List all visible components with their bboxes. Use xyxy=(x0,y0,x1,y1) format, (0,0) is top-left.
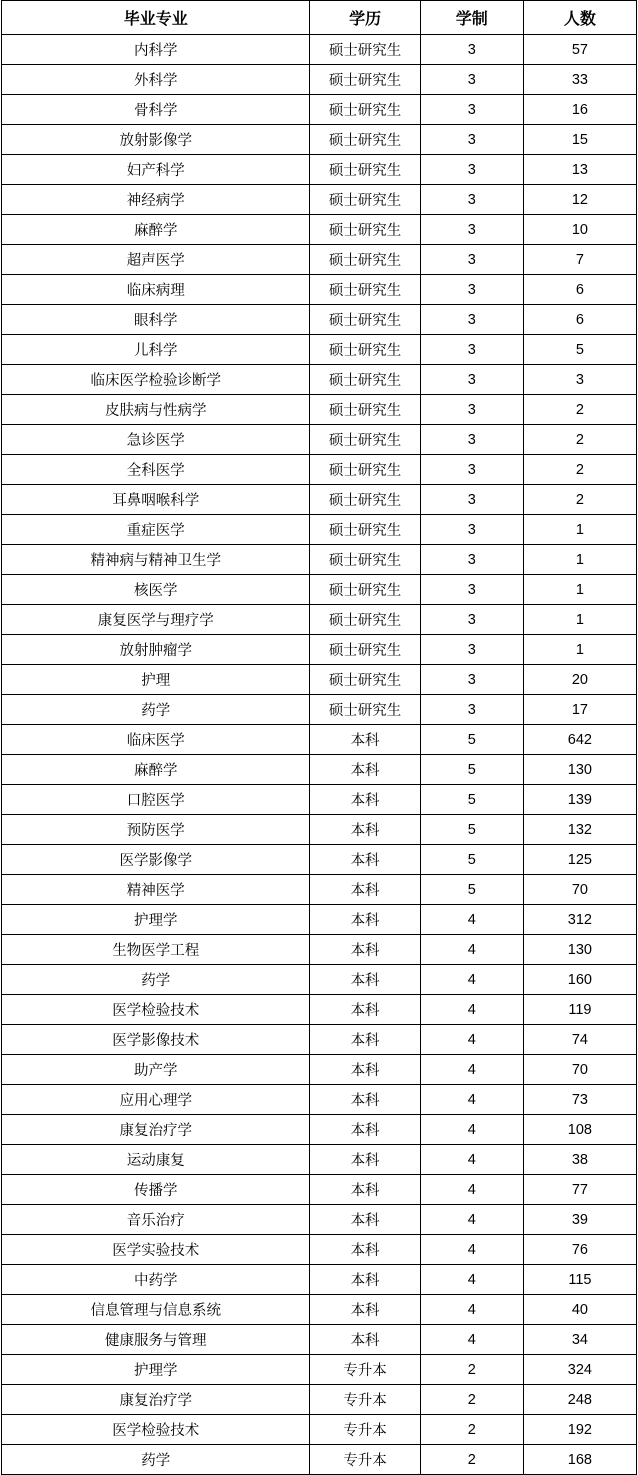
cell-count: 6 xyxy=(523,275,636,305)
cell-duration: 3 xyxy=(420,635,523,665)
table-row xyxy=(2,1295,637,1325)
cell-degree: 硕士研究生 xyxy=(310,275,420,305)
cell-degree: 本科 xyxy=(310,1145,420,1175)
cell-degree: 本科 xyxy=(310,1175,420,1205)
cell-major: 外科学 xyxy=(2,65,310,95)
cell-major: 医学检验技术 xyxy=(2,1415,310,1445)
cell-count: 2 xyxy=(523,425,636,455)
cell-count: 2 xyxy=(523,395,636,425)
cell-duration: 3 xyxy=(420,275,523,305)
cell-duration: 3 xyxy=(420,95,523,125)
cell-duration: 4 xyxy=(420,1115,523,1145)
cell-degree: 硕士研究生 xyxy=(310,95,420,125)
cell-count: 130 xyxy=(523,755,636,785)
cell-duration: 3 xyxy=(420,455,523,485)
cell-degree: 本科 xyxy=(310,905,420,935)
cell-count: 73 xyxy=(523,1085,636,1115)
cell-degree: 硕士研究生 xyxy=(310,215,420,245)
table-row xyxy=(2,515,637,545)
column-header-major: 毕业专业 xyxy=(2,1,310,35)
cell-major: 临床医学检验诊断学 xyxy=(2,365,310,395)
cell-major: 核医学 xyxy=(2,575,310,605)
column-header-degree: 学历 xyxy=(310,1,420,35)
cell-duration: 4 xyxy=(420,935,523,965)
cell-major: 音乐治疗 xyxy=(2,1205,310,1235)
cell-degree: 硕士研究生 xyxy=(310,455,420,485)
cell-count: 57 xyxy=(523,35,636,65)
cell-degree: 本科 xyxy=(310,785,420,815)
cell-degree: 本科 xyxy=(310,1055,420,1085)
cell-count: 119 xyxy=(523,995,636,1025)
cell-duration: 3 xyxy=(420,185,523,215)
cell-major: 内科学 xyxy=(2,35,310,65)
table-row xyxy=(2,185,637,215)
cell-duration: 4 xyxy=(420,1235,523,1265)
cell-major: 护理 xyxy=(2,665,310,695)
cell-duration: 5 xyxy=(420,785,523,815)
cell-count: 248 xyxy=(523,1385,636,1415)
cell-degree: 硕士研究生 xyxy=(310,575,420,605)
cell-major: 神经病学 xyxy=(2,185,310,215)
cell-degree: 硕士研究生 xyxy=(310,515,420,545)
table-row xyxy=(2,35,637,65)
cell-count: 2 xyxy=(523,485,636,515)
table-row xyxy=(2,305,637,335)
cell-count: 1 xyxy=(523,605,636,635)
table-row xyxy=(2,1085,637,1115)
table-row xyxy=(2,395,637,425)
cell-duration: 3 xyxy=(420,335,523,365)
cell-major: 医学实验技术 xyxy=(2,1235,310,1265)
cell-major: 医学检验技术 xyxy=(2,995,310,1025)
table-row xyxy=(2,1115,637,1145)
cell-degree: 硕士研究生 xyxy=(310,125,420,155)
cell-major: 耳鼻咽喉科学 xyxy=(2,485,310,515)
cell-degree: 本科 xyxy=(310,1265,420,1295)
cell-major: 康复治疗学 xyxy=(2,1115,310,1145)
table-row xyxy=(2,665,637,695)
cell-major: 护理学 xyxy=(2,905,310,935)
cell-degree: 硕士研究生 xyxy=(310,695,420,725)
table-row xyxy=(2,1055,637,1085)
cell-degree: 硕士研究生 xyxy=(310,155,420,185)
cell-degree: 硕士研究生 xyxy=(310,665,420,695)
table-row xyxy=(2,1415,637,1445)
cell-major: 助产学 xyxy=(2,1055,310,1085)
cell-major: 精神医学 xyxy=(2,875,310,905)
cell-major: 骨科学 xyxy=(2,95,310,125)
cell-degree: 本科 xyxy=(310,845,420,875)
cell-duration: 4 xyxy=(420,965,523,995)
table-row xyxy=(2,575,637,605)
cell-count: 1 xyxy=(523,635,636,665)
cell-duration: 3 xyxy=(420,245,523,275)
table-row xyxy=(2,95,637,125)
cell-count: 324 xyxy=(523,1355,636,1385)
cell-duration: 4 xyxy=(420,1025,523,1055)
cell-count: 160 xyxy=(523,965,636,995)
cell-major: 生物医学工程 xyxy=(2,935,310,965)
cell-major: 康复医学与理疗学 xyxy=(2,605,310,635)
table-row xyxy=(2,215,637,245)
cell-duration: 3 xyxy=(420,155,523,185)
cell-count: 125 xyxy=(523,845,636,875)
cell-count: 70 xyxy=(523,875,636,905)
cell-degree: 硕士研究生 xyxy=(310,365,420,395)
cell-degree: 本科 xyxy=(310,1115,420,1145)
cell-degree: 专升本 xyxy=(310,1385,420,1415)
cell-degree: 硕士研究生 xyxy=(310,65,420,95)
column-header-count: 人数 xyxy=(523,1,636,35)
cell-count: 168 xyxy=(523,1445,636,1475)
cell-count: 20 xyxy=(523,665,636,695)
cell-count: 2 xyxy=(523,455,636,485)
table-row xyxy=(2,245,637,275)
table-row xyxy=(2,755,637,785)
table-body xyxy=(2,35,637,1475)
cell-major: 传播学 xyxy=(2,1175,310,1205)
cell-duration: 2 xyxy=(420,1355,523,1385)
cell-degree: 专升本 xyxy=(310,1415,420,1445)
cell-degree: 专升本 xyxy=(310,1355,420,1385)
cell-duration: 2 xyxy=(420,1445,523,1475)
cell-count: 115 xyxy=(523,1265,636,1295)
cell-degree: 本科 xyxy=(310,1235,420,1265)
cell-count: 5 xyxy=(523,335,636,365)
cell-duration: 3 xyxy=(420,485,523,515)
cell-duration: 4 xyxy=(420,1295,523,1325)
table-row xyxy=(2,1385,637,1415)
table-row xyxy=(2,845,637,875)
cell-degree: 硕士研究生 xyxy=(310,425,420,455)
cell-duration: 3 xyxy=(420,545,523,575)
cell-major: 麻醉学 xyxy=(2,215,310,245)
cell-major: 临床病理 xyxy=(2,275,310,305)
graduate-major-table xyxy=(1,0,637,1475)
cell-count: 74 xyxy=(523,1025,636,1055)
cell-major: 放射肿瘤学 xyxy=(2,635,310,665)
cell-degree: 硕士研究生 xyxy=(310,635,420,665)
cell-degree: 本科 xyxy=(310,965,420,995)
cell-duration: 4 xyxy=(420,1055,523,1085)
cell-duration: 4 xyxy=(420,1325,523,1355)
cell-duration: 3 xyxy=(420,305,523,335)
cell-major: 药学 xyxy=(2,1445,310,1475)
cell-count: 7 xyxy=(523,245,636,275)
cell-major: 急诊医学 xyxy=(2,425,310,455)
cell-count: 12 xyxy=(523,185,636,215)
cell-major: 麻醉学 xyxy=(2,755,310,785)
table-row xyxy=(2,335,637,365)
cell-major: 运动康复 xyxy=(2,1145,310,1175)
cell-count: 6 xyxy=(523,305,636,335)
table-row xyxy=(2,935,637,965)
table-row xyxy=(2,785,637,815)
table-header xyxy=(2,1,637,35)
table-row xyxy=(2,1325,637,1355)
cell-count: 108 xyxy=(523,1115,636,1145)
table-row xyxy=(2,1145,637,1175)
cell-major: 中药学 xyxy=(2,1265,310,1295)
table-header-row xyxy=(2,1,637,35)
table-row xyxy=(2,155,637,185)
cell-count: 10 xyxy=(523,215,636,245)
cell-duration: 2 xyxy=(420,1385,523,1415)
table-row xyxy=(2,1235,637,1265)
cell-count: 312 xyxy=(523,905,636,935)
cell-major: 药学 xyxy=(2,695,310,725)
table-row xyxy=(2,485,637,515)
table-row xyxy=(2,1025,637,1055)
cell-duration: 4 xyxy=(420,905,523,935)
table-row xyxy=(2,1445,637,1475)
cell-degree: 本科 xyxy=(310,935,420,965)
cell-major: 康复治疗学 xyxy=(2,1385,310,1415)
cell-count: 139 xyxy=(523,785,636,815)
cell-duration: 4 xyxy=(420,1145,523,1175)
cell-degree: 本科 xyxy=(310,755,420,785)
cell-count: 132 xyxy=(523,815,636,845)
cell-degree: 本科 xyxy=(310,725,420,755)
cell-major: 医学影像学 xyxy=(2,845,310,875)
cell-duration: 5 xyxy=(420,845,523,875)
cell-degree: 本科 xyxy=(310,1205,420,1235)
cell-degree: 硕士研究生 xyxy=(310,245,420,275)
table-row xyxy=(2,545,637,575)
cell-degree: 硕士研究生 xyxy=(310,185,420,215)
cell-duration: 3 xyxy=(420,35,523,65)
cell-count: 33 xyxy=(523,65,636,95)
table-row xyxy=(2,635,637,665)
cell-duration: 2 xyxy=(420,1415,523,1445)
table-row xyxy=(2,365,637,395)
table-row xyxy=(2,1265,637,1295)
cell-major: 临床医学 xyxy=(2,725,310,755)
cell-major: 预防医学 xyxy=(2,815,310,845)
table-row xyxy=(2,725,637,755)
cell-count: 1 xyxy=(523,515,636,545)
cell-count: 3 xyxy=(523,365,636,395)
cell-count: 77 xyxy=(523,1175,636,1205)
cell-major: 眼科学 xyxy=(2,305,310,335)
cell-major: 口腔医学 xyxy=(2,785,310,815)
cell-duration: 5 xyxy=(420,755,523,785)
cell-major: 药学 xyxy=(2,965,310,995)
cell-count: 1 xyxy=(523,545,636,575)
cell-degree: 硕士研究生 xyxy=(310,335,420,365)
cell-count: 642 xyxy=(523,725,636,755)
cell-major: 健康服务与管理 xyxy=(2,1325,310,1355)
cell-count: 40 xyxy=(523,1295,636,1325)
cell-major: 应用心理学 xyxy=(2,1085,310,1115)
cell-duration: 3 xyxy=(420,575,523,605)
cell-duration: 4 xyxy=(420,1085,523,1115)
cell-duration: 4 xyxy=(420,995,523,1025)
cell-major: 放射影像学 xyxy=(2,125,310,155)
cell-major: 全科医学 xyxy=(2,455,310,485)
cell-degree: 硕士研究生 xyxy=(310,395,420,425)
cell-degree: 本科 xyxy=(310,1085,420,1115)
cell-major: 儿科学 xyxy=(2,335,310,365)
table-row xyxy=(2,1205,637,1235)
table-row xyxy=(2,1355,637,1385)
cell-degree: 本科 xyxy=(310,995,420,1025)
cell-duration: 3 xyxy=(420,125,523,155)
cell-degree: 本科 xyxy=(310,1295,420,1325)
table-row xyxy=(2,425,637,455)
cell-duration: 3 xyxy=(420,695,523,725)
cell-count: 34 xyxy=(523,1325,636,1355)
cell-duration: 3 xyxy=(420,365,523,395)
cell-duration: 3 xyxy=(420,665,523,695)
cell-degree: 硕士研究生 xyxy=(310,605,420,635)
cell-degree: 本科 xyxy=(310,815,420,845)
cell-degree: 硕士研究生 xyxy=(310,35,420,65)
table-row xyxy=(2,65,637,95)
cell-count: 76 xyxy=(523,1235,636,1265)
cell-degree: 本科 xyxy=(310,875,420,905)
cell-count: 1 xyxy=(523,575,636,605)
cell-degree: 硕士研究生 xyxy=(310,485,420,515)
cell-duration: 4 xyxy=(420,1205,523,1235)
cell-major: 护理学 xyxy=(2,1355,310,1385)
cell-major: 皮肤病与性病学 xyxy=(2,395,310,425)
cell-count: 13 xyxy=(523,155,636,185)
cell-count: 15 xyxy=(523,125,636,155)
cell-degree: 硕士研究生 xyxy=(310,545,420,575)
cell-degree: 硕士研究生 xyxy=(310,305,420,335)
table-row xyxy=(2,815,637,845)
cell-major: 重症医学 xyxy=(2,515,310,545)
cell-duration: 4 xyxy=(420,1265,523,1295)
cell-count: 192 xyxy=(523,1415,636,1445)
table-row xyxy=(2,455,637,485)
table-row xyxy=(2,875,637,905)
table-row xyxy=(2,995,637,1025)
cell-count: 16 xyxy=(523,95,636,125)
cell-count: 39 xyxy=(523,1205,636,1235)
cell-major: 医学影像技术 xyxy=(2,1025,310,1055)
cell-major: 超声医学 xyxy=(2,245,310,275)
table-row xyxy=(2,1175,637,1205)
cell-major: 精神病与精神卫生学 xyxy=(2,545,310,575)
cell-duration: 3 xyxy=(420,605,523,635)
cell-count: 17 xyxy=(523,695,636,725)
cell-duration: 3 xyxy=(420,65,523,95)
cell-duration: 3 xyxy=(420,425,523,455)
cell-duration: 5 xyxy=(420,875,523,905)
table-row xyxy=(2,905,637,935)
cell-duration: 3 xyxy=(420,215,523,245)
cell-duration: 3 xyxy=(420,395,523,425)
table-row xyxy=(2,275,637,305)
cell-duration: 3 xyxy=(420,515,523,545)
cell-duration: 5 xyxy=(420,815,523,845)
cell-count: 130 xyxy=(523,935,636,965)
cell-count: 70 xyxy=(523,1055,636,1085)
column-header-duration: 学制 xyxy=(420,1,523,35)
table-row xyxy=(2,695,637,725)
cell-degree: 本科 xyxy=(310,1325,420,1355)
cell-major: 妇产科学 xyxy=(2,155,310,185)
table-row xyxy=(2,965,637,995)
cell-duration: 5 xyxy=(420,725,523,755)
cell-degree: 本科 xyxy=(310,1025,420,1055)
cell-degree: 专升本 xyxy=(310,1445,420,1475)
cell-major: 信息管理与信息系统 xyxy=(2,1295,310,1325)
table-row xyxy=(2,125,637,155)
cell-count: 38 xyxy=(523,1145,636,1175)
table-row xyxy=(2,605,637,635)
cell-duration: 4 xyxy=(420,1175,523,1205)
